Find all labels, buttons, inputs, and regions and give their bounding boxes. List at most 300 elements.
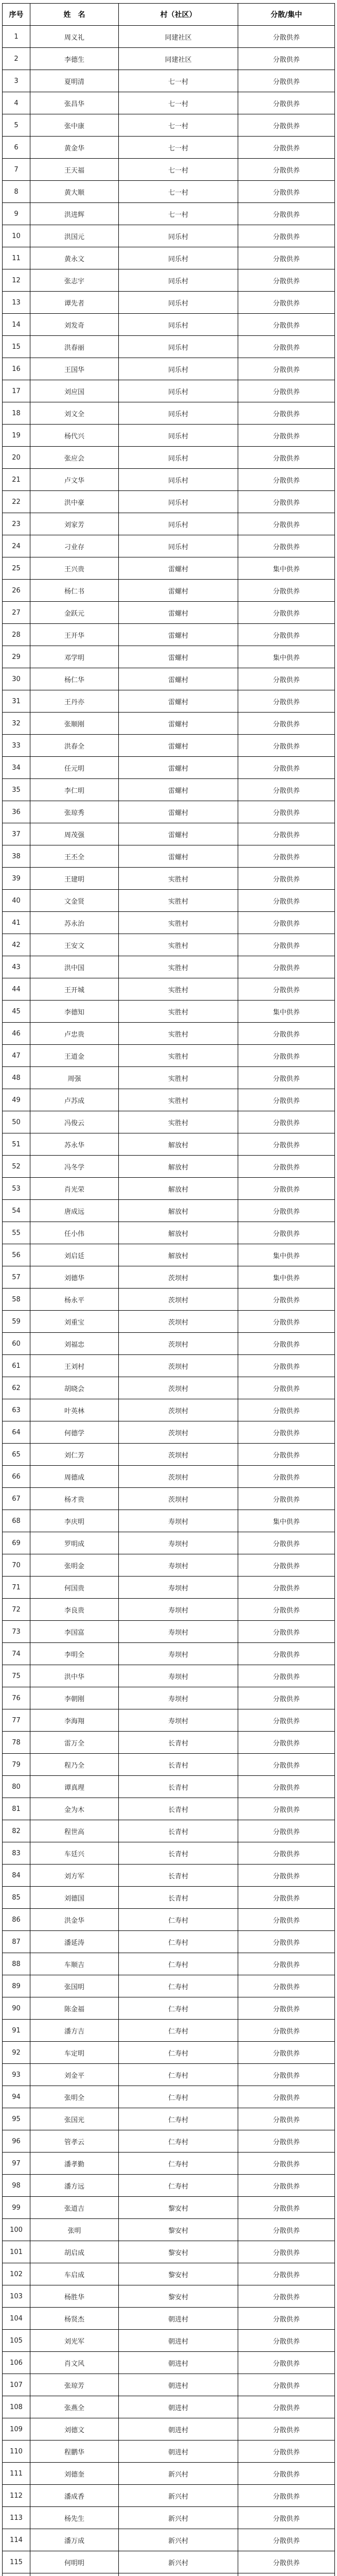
village-name: 解放村 — [119, 1133, 238, 1156]
person-name: 王丹亦 — [30, 690, 119, 713]
table-row — [3, 92, 335, 114]
person-name: 刘文全 — [30, 402, 119, 425]
support-type: 分散供养 — [238, 1289, 335, 1311]
table-row — [3, 491, 335, 513]
person-name: 金为木 — [30, 1798, 119, 1820]
row-index: 40 — [3, 890, 30, 912]
person-name: 张国明 — [30, 1975, 119, 1997]
village-name: 实胜村 — [119, 1045, 238, 1067]
table-row — [3, 314, 335, 336]
support-type: 分散供养 — [238, 1156, 335, 1178]
village-name: 雷螺村 — [119, 713, 238, 735]
person-name: 杨贤杰 — [30, 2308, 119, 2330]
support-type: 分散供养 — [238, 513, 335, 535]
row-index: 108 — [3, 2396, 30, 2418]
row-index: 101 — [3, 2241, 30, 2263]
person-name: 张明金 — [30, 1554, 119, 1577]
village-name: 同乐村 — [119, 336, 238, 358]
village-name: 长青村 — [119, 1776, 238, 1798]
person-name: 卢忠贵 — [30, 1023, 119, 1045]
village-name: 朝进村 — [119, 2374, 238, 2396]
table-row — [3, 2130, 335, 2153]
row-index: 8 — [3, 181, 30, 203]
row-index: 110 — [3, 2441, 30, 2463]
village-name: 朝进村 — [119, 2330, 238, 2352]
table-row — [3, 1776, 335, 1798]
row-index: 5 — [3, 114, 30, 137]
support-type: 分散供养 — [238, 1776, 335, 1798]
table-row — [3, 1067, 335, 1089]
village-name: 仁寿村 — [119, 1931, 238, 1953]
person-name: 刘德奎 — [30, 2463, 119, 2485]
support-type: 分散供养 — [238, 2197, 335, 2219]
village-name: 新兴村 — [119, 2529, 238, 2551]
table-row — [3, 1399, 335, 1421]
table-row — [3, 1865, 335, 1887]
person-name: 胡晓会 — [30, 1377, 119, 1399]
person-name: 卢苏成 — [30, 1089, 119, 1111]
village-name: 寿坝村 — [119, 1599, 238, 1621]
row-index: 70 — [3, 1554, 30, 1577]
table-row — [3, 181, 335, 203]
table-row — [3, 1953, 335, 1975]
person-name: 刘德华 — [30, 1266, 119, 1289]
village-name: 仁寿村 — [119, 1997, 238, 2020]
table-row — [3, 1266, 335, 1289]
village-name: 同乐村 — [119, 292, 238, 314]
village-name: 朝进村 — [119, 2352, 238, 2374]
row-index: 41 — [3, 912, 30, 934]
support-type: 分散供养 — [238, 2551, 335, 2573]
village-name: 寿坝村 — [119, 1621, 238, 1643]
support-type: 分散供养 — [238, 690, 335, 713]
village-name: 同乐村 — [119, 247, 238, 269]
village-name: 茨坝村 — [119, 1399, 238, 1421]
person-name: 管孝云 — [30, 2130, 119, 2153]
village-name: 实胜村 — [119, 1089, 238, 1111]
table-row — [3, 1244, 335, 1266]
person-name: 黄永文 — [30, 247, 119, 269]
support-type: 分散供养 — [238, 1732, 335, 1754]
row-index: 86 — [3, 1909, 30, 1931]
village-name: 寿坝村 — [119, 1709, 238, 1732]
person-name: 潘方远 — [30, 2175, 119, 2197]
support-type: 分散供养 — [238, 2020, 335, 2042]
person-name: 杨先生 — [30, 2507, 119, 2529]
row-index: 60 — [3, 1333, 30, 1355]
table-row — [3, 1421, 335, 1444]
table-row — [3, 978, 335, 1001]
support-type: 分散供养 — [238, 1178, 335, 1200]
village-name: 七一村 — [119, 137, 238, 159]
person-name: 张道吉 — [30, 2197, 119, 2219]
person-name: 杨胜华 — [30, 2285, 119, 2308]
support-type: 分散供养 — [238, 1887, 335, 1909]
person-name: 洪进辉 — [30, 203, 119, 225]
village-name: 解放村 — [119, 1222, 238, 1244]
table-row — [3, 425, 335, 447]
table-row — [3, 2153, 335, 2175]
support-type: 分散供养 — [238, 1554, 335, 1577]
person-name: 车启成 — [30, 2263, 119, 2285]
village-name: 新兴村 — [119, 2551, 238, 2573]
support-type: 分散供养 — [238, 292, 335, 314]
row-index: 1 — [3, 26, 30, 48]
village-name: 寿坝村 — [119, 1532, 238, 1554]
village-name: 朝进村 — [119, 2441, 238, 2463]
village-name: 茨坝村 — [119, 1333, 238, 1355]
person-name: 王兴贵 — [30, 557, 119, 580]
village-name: 雷螺村 — [119, 646, 238, 668]
table-row — [3, 1111, 335, 1133]
village-name: 朝进村 — [119, 2396, 238, 2418]
table-row — [3, 1488, 335, 1510]
support-type: 分散供养 — [238, 2374, 335, 2396]
village-name: 仁寿村 — [119, 2175, 238, 2197]
table-row — [3, 1200, 335, 1222]
row-index: 76 — [3, 1687, 30, 1709]
row-index: 63 — [3, 1399, 30, 1421]
village-name: 同建社区 — [119, 48, 238, 70]
person-name: 洪春丽 — [30, 336, 119, 358]
person-name: 车廷兴 — [30, 1842, 119, 1865]
person-name: 洪中华 — [30, 1665, 119, 1687]
support-type: 分散供养 — [238, 2485, 335, 2507]
row-index: 19 — [3, 425, 30, 447]
support-type: 分散供养 — [238, 269, 335, 292]
row-index: 99 — [3, 2197, 30, 2219]
village-name: 长青村 — [119, 1732, 238, 1754]
village-name: 茨坝村 — [119, 1355, 238, 1377]
table-row — [3, 801, 335, 823]
table-row — [3, 358, 335, 380]
table-row — [3, 402, 335, 425]
support-type: 分散供养 — [238, 735, 335, 757]
person-name: 车顺吉 — [30, 1953, 119, 1975]
table-row — [3, 70, 335, 92]
support-type: 分散供养 — [238, 2263, 335, 2285]
row-index: 50 — [3, 1111, 30, 1133]
person-name: 卢文华 — [30, 469, 119, 491]
person-name: 李良贵 — [30, 1599, 119, 1621]
village-name: 新兴村 — [119, 2485, 238, 2507]
row-index: 64 — [3, 1421, 30, 1444]
person-name: 张中康 — [30, 114, 119, 137]
village-name: 新兴村 — [119, 2463, 238, 2485]
person-name: 刘福忠 — [30, 1333, 119, 1355]
row-index: 44 — [3, 978, 30, 1001]
person-name: 张琼秀 — [30, 801, 119, 823]
village-name: 仁寿村 — [119, 1909, 238, 1931]
table-row — [3, 956, 335, 978]
support-type: 分散供养 — [238, 1377, 335, 1399]
table-row — [3, 646, 335, 668]
table-row — [3, 114, 335, 137]
table-row — [3, 624, 335, 646]
person-name: 陈金福 — [30, 1997, 119, 2020]
row-index: 43 — [3, 956, 30, 978]
village-name: 茨坝村 — [119, 1311, 238, 1333]
person-name: 刘启廷 — [30, 1244, 119, 1266]
row-index: 66 — [3, 1466, 30, 1488]
village-name: 实胜村 — [119, 978, 238, 1001]
support-type: 分散供养 — [238, 1067, 335, 1089]
support-type: 分散供养 — [238, 1311, 335, 1333]
table-row — [3, 1222, 335, 1244]
support-type: 分散供养 — [238, 2441, 335, 2463]
row-index: 57 — [3, 1266, 30, 1289]
person-name: 肖光荣 — [30, 1178, 119, 1200]
row-index: 2 — [3, 48, 30, 70]
support-type: 分散供养 — [238, 247, 335, 269]
row-index: 13 — [3, 292, 30, 314]
person-name: 潘成香 — [30, 2485, 119, 2507]
support-type: 分散供养 — [238, 1754, 335, 1776]
support-type: 分散供养 — [238, 1953, 335, 1975]
support-type: 分散供养 — [238, 2529, 335, 2551]
support-type: 分散供养 — [238, 203, 335, 225]
village-name: 实胜村 — [119, 890, 238, 912]
village-name: 雷螺村 — [119, 668, 238, 690]
table-row — [3, 934, 335, 956]
person-name: 李明全 — [30, 1643, 119, 1665]
row-index: 12 — [3, 269, 30, 292]
support-type: 分散供养 — [238, 447, 335, 469]
table-row — [3, 1709, 335, 1732]
table-row — [3, 1621, 335, 1643]
row-index: 39 — [3, 868, 30, 890]
person-name: 刘家芳 — [30, 513, 119, 535]
row-index: 69 — [3, 1532, 30, 1554]
row-index: 113 — [3, 2507, 30, 2529]
village-name: 同乐村 — [119, 513, 238, 535]
row-index: 80 — [3, 1776, 30, 1798]
village-name: 雷螺村 — [119, 690, 238, 713]
row-index: 23 — [3, 513, 30, 535]
table-row — [3, 2374, 335, 2396]
village-name: 同乐村 — [119, 380, 238, 402]
row-index: 29 — [3, 646, 30, 668]
village-name: 七一村 — [119, 203, 238, 225]
header-row — [3, 4, 335, 26]
row-index: 58 — [3, 1289, 30, 1311]
support-type: 集中供养 — [238, 646, 335, 668]
support-type: 分散供养 — [238, 1842, 335, 1865]
table-row — [3, 1643, 335, 1665]
row-index: 87 — [3, 1931, 30, 1953]
person-name: 李仁明 — [30, 779, 119, 801]
table-row — [3, 1178, 335, 1200]
support-type — [238, 2573, 335, 2576]
support-type: 分散供养 — [238, 26, 335, 48]
support-type: 分散供养 — [238, 1023, 335, 1045]
support-type: 分散供养 — [238, 1444, 335, 1466]
table-row — [3, 380, 335, 402]
support-type: 分散供养 — [238, 2507, 335, 2529]
row-index: 104 — [3, 2308, 30, 2330]
support-type: 分散供养 — [238, 137, 335, 159]
row-index: 15 — [3, 336, 30, 358]
row-index: 36 — [3, 801, 30, 823]
row-index: 46 — [3, 1023, 30, 1045]
table-row — [3, 2308, 335, 2330]
person-name: 张应会 — [30, 447, 119, 469]
table-row — [3, 2241, 335, 2263]
row-index: 111 — [3, 2463, 30, 2485]
table-row — [3, 2551, 335, 2573]
person-name: 张国光 — [30, 2108, 119, 2130]
table-row — [3, 1089, 335, 1111]
person-name: 金跃元 — [30, 602, 119, 624]
support-type: 分散供养 — [238, 580, 335, 602]
table-row — [3, 557, 335, 580]
table-row — [3, 1045, 335, 1067]
support-type: 分散供养 — [238, 713, 335, 735]
village-name: 雷螺村 — [119, 602, 238, 624]
person-name: 周强 — [30, 1067, 119, 1089]
person-name: 程乃全 — [30, 1754, 119, 1776]
row-index: 72 — [3, 1599, 30, 1621]
row-index: 10 — [3, 225, 30, 247]
village-name: 雷螺村 — [119, 823, 238, 845]
support-type: 分散供养 — [238, 934, 335, 956]
table-row — [3, 1311, 335, 1333]
table-row — [3, 336, 335, 358]
village-name: 雷螺村 — [119, 779, 238, 801]
person-name: 刘仁芳 — [30, 1444, 119, 1466]
support-type: 分散供养 — [238, 1333, 335, 1355]
row-index: 77 — [3, 1709, 30, 1732]
row-index: 11 — [3, 247, 30, 269]
row-index: 82 — [3, 1820, 30, 1842]
table-row — [3, 1820, 335, 1842]
roster-table — [2, 3, 335, 2576]
person-name: 邓学明 — [30, 646, 119, 668]
row-index: 61 — [3, 1355, 30, 1377]
support-type: 分散供养 — [238, 491, 335, 513]
village-name: 七一村 — [119, 114, 238, 137]
table-row — [3, 2396, 335, 2418]
row-index: 98 — [3, 2175, 30, 2197]
village-name: 茨坝村 — [119, 1266, 238, 1289]
support-type: 分散供养 — [238, 380, 335, 402]
village-name: 仁寿村 — [119, 2153, 238, 2175]
village-name: 长青村 — [119, 1887, 238, 1909]
table-row — [3, 2441, 335, 2463]
person-name: 唐成远 — [30, 1200, 119, 1222]
table-row — [3, 912, 335, 934]
village-name: 七一村 — [119, 159, 238, 181]
village-name: 茨坝村 — [119, 1377, 238, 1399]
support-type: 分散供养 — [238, 336, 335, 358]
row-index: 94 — [3, 2086, 30, 2108]
support-type: 分散供养 — [238, 92, 335, 114]
person-name: 王建明 — [30, 868, 119, 890]
person-name: 苏永华 — [30, 1133, 119, 1156]
row-index: 48 — [3, 1067, 30, 1089]
row-index: 32 — [3, 713, 30, 735]
support-type: 分散供养 — [238, 1045, 335, 1067]
village-name: 雷螺村 — [119, 845, 238, 868]
person-name: 王开华 — [30, 624, 119, 646]
support-type: 分散供养 — [238, 1133, 335, 1156]
person-name: 洪春全 — [30, 735, 119, 757]
person-name: 黄金华 — [30, 137, 119, 159]
table-row — [3, 48, 335, 70]
row-index: 9 — [3, 203, 30, 225]
village-name: 寿坝村 — [119, 1554, 238, 1577]
table-row — [3, 447, 335, 469]
person-name: 张明 — [30, 2219, 119, 2241]
table-row — [3, 2086, 335, 2108]
support-type: 集中供养 — [238, 1266, 335, 1289]
support-type: 分散供养 — [238, 912, 335, 934]
village-name: 寿坝村 — [119, 1577, 238, 1599]
row-index: 115 — [3, 2551, 30, 2573]
village-name: 同乐村 — [119, 269, 238, 292]
row-index: 74 — [3, 1643, 30, 1665]
village-name: 长青村 — [119, 1754, 238, 1776]
village-name: 仁寿村 — [119, 2042, 238, 2064]
village-name: 仁寿村 — [119, 2064, 238, 2086]
row-index: 31 — [3, 690, 30, 713]
support-type: 分散供养 — [238, 2418, 335, 2441]
support-type: 分散供养 — [238, 2396, 335, 2418]
person-name: 王开城 — [30, 978, 119, 1001]
table-row — [3, 2330, 335, 2352]
village-name: 七一村 — [119, 70, 238, 92]
village-name: 同乐村 — [119, 535, 238, 557]
support-type: 分散供养 — [238, 469, 335, 491]
support-type: 分散供养 — [238, 2308, 335, 2330]
person-name: 周茂强 — [30, 823, 119, 845]
table-row — [3, 1133, 335, 1156]
person-name: 任小伟 — [30, 1222, 119, 1244]
table-row — [3, 1842, 335, 1865]
table-row — [3, 1798, 335, 1820]
support-type: 分散供养 — [238, 2175, 335, 2197]
support-type: 分散供养 — [238, 535, 335, 557]
support-type: 分散供养 — [238, 1975, 335, 1997]
support-type: 分散供养 — [238, 70, 335, 92]
row-index: 17 — [3, 380, 30, 402]
table-row — [3, 1377, 335, 1399]
table-row — [3, 513, 335, 535]
support-type: 分散供养 — [238, 1931, 335, 1953]
table-row — [3, 1156, 335, 1178]
row-index: 109 — [3, 2418, 30, 2441]
table-row — [3, 2020, 335, 2042]
table-row — [3, 2352, 335, 2374]
person-name: 刘德国 — [30, 1887, 119, 1909]
person-name: 杨仁书 — [30, 580, 119, 602]
row-index: 68 — [3, 1510, 30, 1532]
support-type: 分散供养 — [238, 2086, 335, 2108]
village-name: 长青村 — [119, 1842, 238, 1865]
table-row — [3, 2485, 335, 2507]
table-row — [3, 668, 335, 690]
row-index — [3, 2573, 30, 2576]
support-type: 分散供养 — [238, 801, 335, 823]
table-row — [3, 2108, 335, 2130]
person-name: 夏明清 — [30, 70, 119, 92]
person-name: 程世高 — [30, 1820, 119, 1842]
row-index: 88 — [3, 1953, 30, 1975]
support-type: 分散供养 — [238, 181, 335, 203]
row-index: 25 — [3, 557, 30, 580]
person-name: 冯俊云 — [30, 1111, 119, 1133]
village-name: 长青村 — [119, 1820, 238, 1842]
